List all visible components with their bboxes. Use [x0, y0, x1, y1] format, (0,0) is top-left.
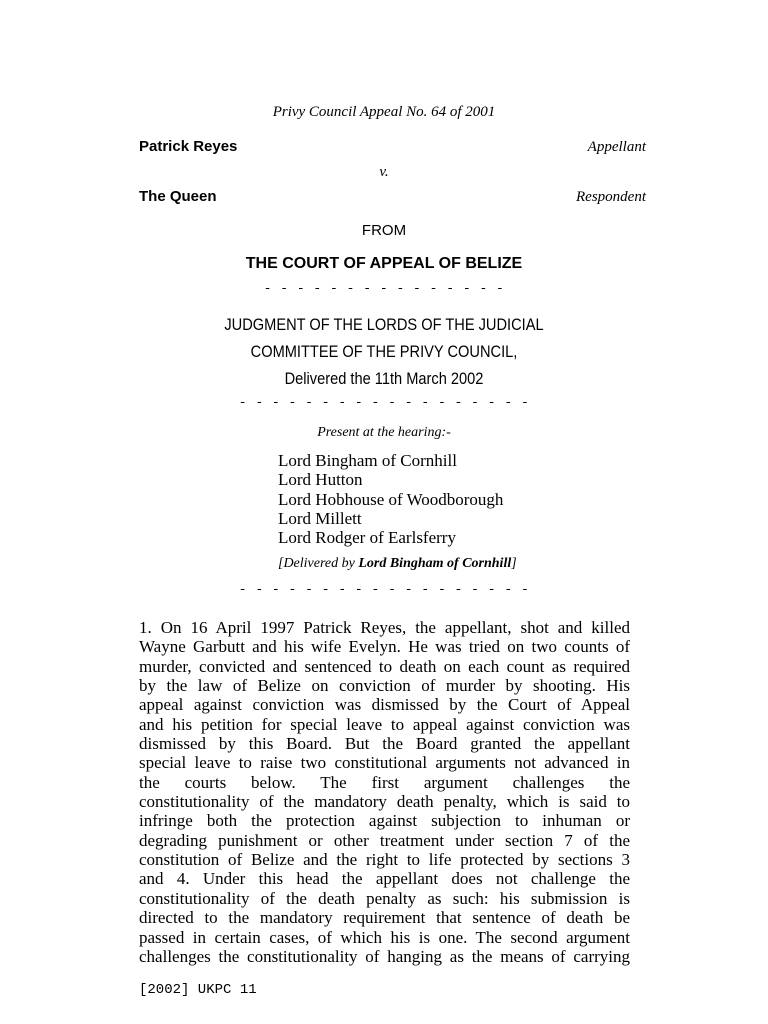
lord-name: Lord Bingham of Cornhill [278, 451, 457, 470]
paragraph-line: passed in certain cases, of which his is one. The second argument [139, 927, 630, 947]
delivered-suffix: ] [511, 556, 517, 571]
paragraph-line: directed to the mandatory requirement that sentence of death be [139, 908, 630, 928]
paragraph-line: by the law of Belize on conviction of murder by shooting. His [139, 676, 630, 696]
paragraph-line: 1. On 16 April 1997 Patrick Reyes, the appellant, shot and killed [139, 618, 630, 637]
paragraph-line: constitution of Belize and the right to life protected by sections 3 [139, 850, 630, 870]
separator-top: - - - - - - - - - - - - - - - [263, 281, 505, 296]
respondent-name: The Queen [139, 188, 217, 205]
court-name: THE COURT OF APPEAL OF BELIZE [245, 255, 523, 272]
separator-middle: - - - - - - - - - - - - - - - - - - [238, 395, 530, 410]
separator-bottom: - - - - - - - - - - - - - - - - - - [238, 582, 530, 597]
judgment-line-1: JUDGMENT OF THE LORDS OF THE JUDICIAL [224, 315, 544, 334]
paragraph-line: and his petition for special leave to appeal against conviction was [139, 714, 630, 734]
paragraph-line: Wayne Garbutt and his wife Evelyn. He was tried on two counts of [139, 637, 630, 657]
versus: v. [379, 164, 389, 180]
paragraph-line: dismissed by this Board. But the Board granted the appellant [139, 734, 630, 754]
paragraph-line: appeal against conviction was dismissed by the Court of Appeal [139, 695, 630, 715]
appellant-name: Patrick Reyes [139, 138, 238, 155]
lords-list [278, 451, 503, 547]
judgment-line-2: COMMITTEE OF THE PRIVY COUNCIL, [250, 342, 518, 361]
appeal-number: Privy Council Appeal No. 64 of 2001 [272, 104, 496, 120]
citation: [2002] UKPC 11 [139, 982, 257, 998]
judgment-line-3: Delivered the 11th March 2002 [284, 369, 484, 388]
appellant-role: Appellant [587, 139, 646, 155]
lord-name: Lord Rodger of Earlsferry [278, 528, 456, 548]
lord-name: Lord Millett [278, 508, 362, 528]
lord-name: Lord Hobhouse of Woodborough [278, 489, 504, 509]
paragraph-line: constitutionality of the mandatory death penalty, which is said to [139, 792, 630, 812]
delivered-prefix: [Delivered by [278, 556, 359, 571]
delivered-by-name: Lord Bingham of Cornhill [358, 556, 512, 571]
lord-name: Lord Hutton [278, 470, 363, 490]
paragraph-line: the courts below. The first argument challenges the [139, 772, 630, 792]
delivered-by [278, 556, 517, 572]
paragraph-line: infringe both the protection against subjection to inhuman or [139, 811, 630, 831]
paragraph-line: special leave to raise two constitutional arguments not advanced in [139, 753, 630, 773]
from-label: FROM [361, 222, 407, 239]
judgment-paragraph-1 [139, 618, 630, 966]
paragraph-line: degrading punishment or other treatment under section 7 of the [139, 830, 630, 850]
paragraph-line: murder, convicted and sentenced to death on each count as required [139, 656, 630, 676]
paragraph-line: challenges the constitutionality of hanging as the means of carrying [139, 946, 630, 966]
paragraph-line: and 4. Under this head the appellant does not challenge the [139, 869, 630, 889]
paragraph-line: constitutionality of the death penalty as such: his submission is [139, 888, 630, 908]
respondent-role: Respondent [576, 189, 646, 205]
present-label: Present at the hearing:- [317, 425, 451, 440]
